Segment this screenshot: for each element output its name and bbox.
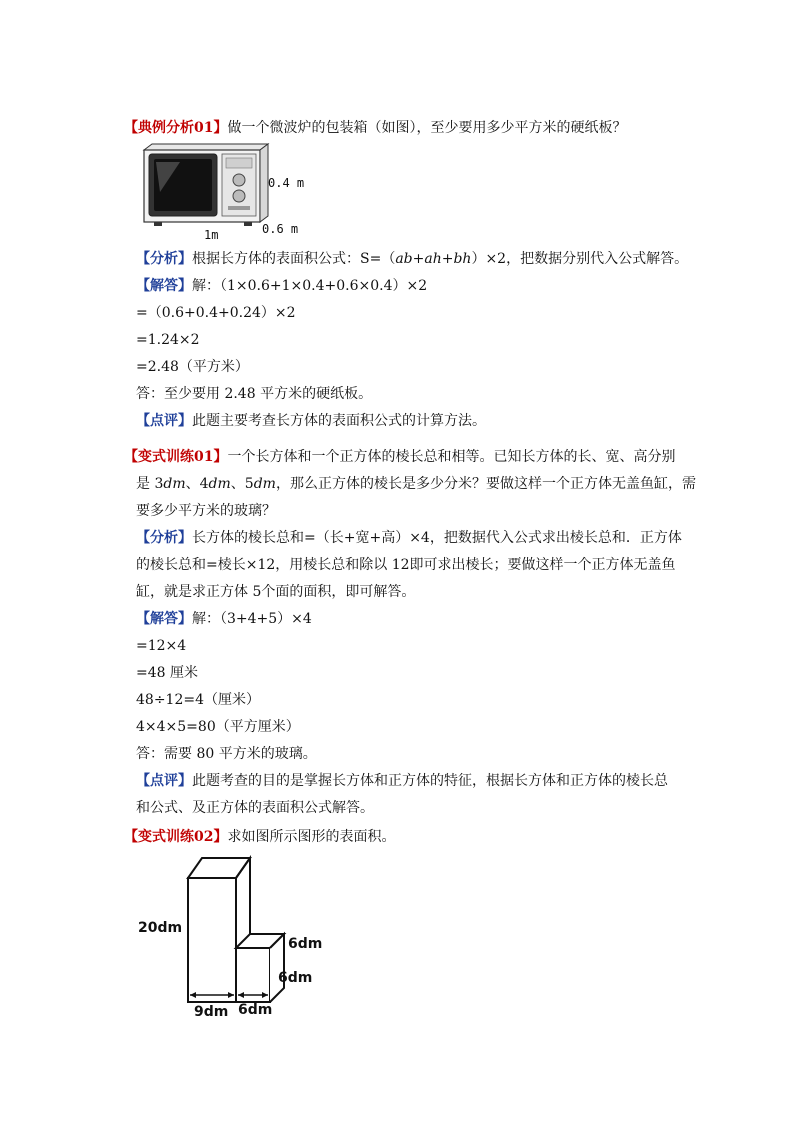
analysis-formula: ab+ah+bh <box>395 251 472 267</box>
example-answer-line-5: 答：至少要用 2.48 平方米的硬纸板。 <box>136 386 373 402</box>
q-unit: dm <box>253 476 276 492</box>
training1-answer-line-5: 4×4×5=80（平方厘米） <box>136 719 300 735</box>
training2-question-line <box>124 827 395 847</box>
answer-text: 解：（3+4+5）×4 <box>192 611 312 627</box>
training1-analysis-line-1 <box>136 528 682 548</box>
example-question-line <box>124 118 626 138</box>
small-height-label: 6dm <box>288 936 323 952</box>
training1-question-line-1 <box>124 447 675 467</box>
example-tag: 【典例分析01】 <box>124 120 228 136</box>
base-right-label: 6dm <box>238 1002 273 1018</box>
answer-tag: 【解答】 <box>136 611 192 627</box>
example-answer-line-3: =1.24×2 <box>136 332 200 348</box>
q-part: 是 3 <box>136 476 164 492</box>
base-left-label: 9dm <box>194 1004 229 1020</box>
q-part: 、4 <box>185 476 209 492</box>
answer-text: 解：（1×0.6+1×0.4+0.6×0.4）×2 <box>192 278 428 294</box>
q-unit: dm <box>163 476 186 492</box>
width-label: 0.6 m <box>262 222 299 236</box>
training2-tag: 【变式训练02】 <box>124 829 228 845</box>
height-label-20dm: 20dm <box>138 920 183 936</box>
example-comment <box>136 411 486 431</box>
comment-text: 此题考查的目的是掌握长方体和正方体的特征，根据长方体和正方体的棱长总 <box>192 773 668 789</box>
comment-text: 此题主要考查长方体的表面积公式的计算方法。 <box>192 413 486 429</box>
training2-question-text: 求如图所示图形的表面积。 <box>227 829 396 845</box>
training1-answer-line-4: 48÷12=4（厘米） <box>136 692 260 708</box>
q-unit: dm <box>208 476 231 492</box>
answer-tag: 【解答】 <box>136 278 192 294</box>
microwave-figure <box>140 142 320 242</box>
analysis-tag: 【分析】 <box>136 251 192 267</box>
analysis-text-post: ）×2，把数据分别代入公式解答。 <box>471 251 689 267</box>
example-answer-line-1 <box>136 276 427 296</box>
training1-comment-line-2: 和公式、及正方体的表面积公式解答。 <box>136 800 374 816</box>
training1-analysis-line-3: 缸，就是求正方体 5个面的面积，即可解答。 <box>136 584 416 600</box>
length-label: 1m <box>204 228 219 242</box>
example-answer-line-2: =（0.6+0.4+0.24）×2 <box>136 305 296 321</box>
example-question: 做一个微波炉的包装箱（如图），至少要用多少平方米的硬纸板？ <box>227 120 627 136</box>
training1-question-line-3: 要多少平方米的玻璃？ <box>136 503 276 519</box>
q-part: ，那么正方体的棱长是多少分米？要做这样一个正方体无盖鱼缸，需 <box>275 476 696 492</box>
comment-tag: 【点评】 <box>136 773 192 789</box>
training1-answer-line-2: =12×4 <box>136 638 187 654</box>
analysis-tag: 【分析】 <box>136 530 192 546</box>
example-analysis <box>136 249 688 269</box>
training1-question-text: 一个长方体和一个正方体的棱长总和相等。已知长方体的长、宽、高分别 <box>227 449 676 465</box>
composite-solid-figure <box>136 852 336 1024</box>
training1-answer-line-3: =48 厘米 <box>136 665 198 681</box>
q-part: 、5 <box>230 476 254 492</box>
small-depth-label: 6dm <box>278 970 313 986</box>
example-answer-line-4: =2.48（平方米） <box>136 359 249 375</box>
training1-question-line-2 <box>136 474 696 494</box>
training1-tag: 【变式训练01】 <box>124 449 228 465</box>
training1-analysis-line-2: 的棱长总和=棱长×12，用棱长总和除以 12即可求出棱长；要做这样一个正方体无盖鱼 <box>136 557 676 573</box>
training1-answer-line-1 <box>136 609 312 629</box>
training1-answer-line-6: 答：需要 80 平方米的玻璃。 <box>136 746 317 762</box>
analysis-text-pre: 根据长方体的表面积公式：S=（ <box>192 251 396 267</box>
analysis-text: 长方体的棱长总和=（长+宽+高）×4，把数据代入公式求出棱长总和．正方体 <box>192 530 682 546</box>
height-label: 0.4 m <box>268 176 305 190</box>
comment-tag: 【点评】 <box>136 413 192 429</box>
training1-comment-line-1 <box>136 771 668 791</box>
